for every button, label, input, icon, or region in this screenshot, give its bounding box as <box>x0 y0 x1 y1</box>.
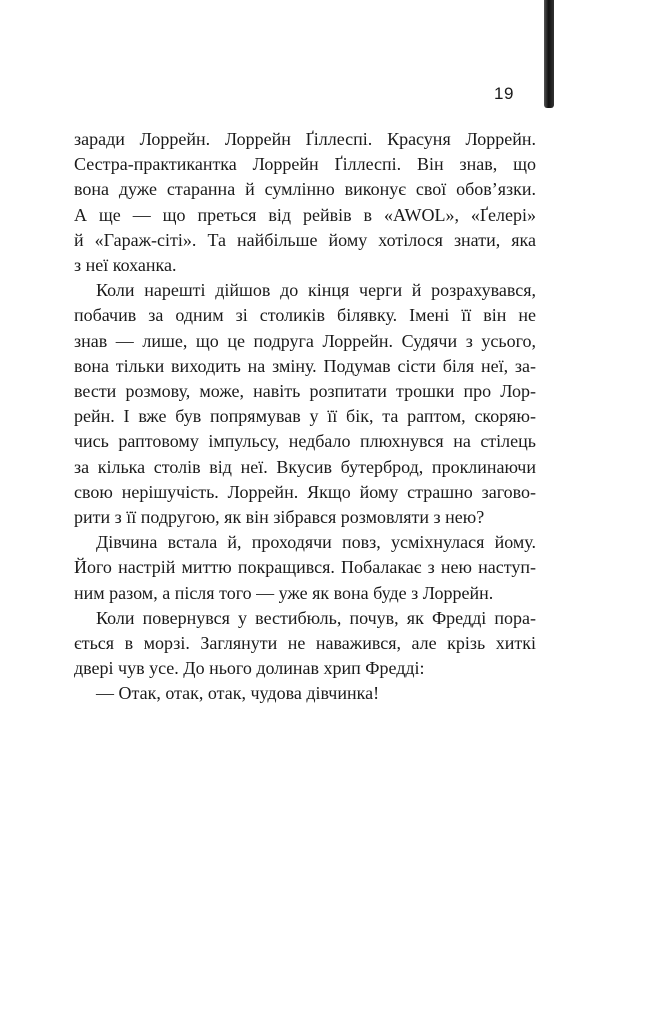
text-line: й «Гараж-сіті». Та найбільше йому хотілося знати, яка <box>74 229 536 250</box>
text-line: з неї коханка. <box>74 255 177 276</box>
text-line: А ще — що преться від рейвів в «AWOL», «Ґелері» <box>74 204 536 225</box>
text-line: за кілька столів від неї. Вкусив бутерброд, проклинаючи <box>74 456 536 477</box>
text-line: двері чув усе. До нього долинав хрип Фредді: <box>74 658 425 679</box>
paragraph <box>74 530 536 606</box>
text-line: вести розмову, може, навіть розпитати трошки про Лор- <box>74 381 536 402</box>
text-line: Дівчина встала й, проходячи повз, усміхнулася йому. <box>96 532 536 553</box>
text-line: Коли повернувся у вестибюль, почув, як Фредді пора- <box>96 607 536 628</box>
text-line: заради Лоррейн. Лоррейн Ґіллеспі. Красуня Лоррейн. <box>74 129 536 149</box>
text-line: Його настрій миттю покращився. Побалакає з нею наступ- <box>74 557 536 578</box>
body-text <box>74 127 536 707</box>
text-line: ється в морзі. Заглянути не наважився, але крізь хиткі <box>74 633 536 654</box>
text-line: побачив за одним зі столиків білявку. Імені її він не <box>74 305 536 326</box>
page-number: 19 <box>494 84 514 103</box>
text-line: чись раптовому імпульсу, недбало плюхнувся на стілець <box>74 431 536 452</box>
text-line: знав — лише, що це подруга Лоррейн. Судячи з усього, <box>74 330 536 351</box>
paragraph <box>74 127 536 278</box>
text-line: Сестра-практикантка Лоррейн Ґіллеспі. Він знав, що <box>74 154 536 175</box>
text-line: — Отак, отак, отак, чудова дівчинка! <box>96 683 380 704</box>
text-line: свою нерішучість. Лоррейн. Якщо йому страшно загово- <box>74 481 536 502</box>
paragraph <box>74 278 536 530</box>
text-line: рейн. І вже був попрямував у її бік, та раптом, скоряю- <box>74 406 536 427</box>
text-line: ним разом, а після того — уже як вона буде з Лоррейн. <box>74 582 494 603</box>
text-line: вона тільки виходить на зміну. Подумав сісти біля неї, за- <box>74 355 536 376</box>
text-line: рити з її подругою, як він зібрався розмовляти з нею? <box>74 507 485 528</box>
paragraph <box>74 606 536 682</box>
text-line: Коли нарешті дійшов до кінця черги й розрахувався, <box>96 280 536 301</box>
text-line: вона дуже старанна й сумлінно виконує свої обов’язки. <box>74 179 536 200</box>
paragraph <box>74 681 536 706</box>
page-edge-thumb-mark <box>544 0 554 108</box>
